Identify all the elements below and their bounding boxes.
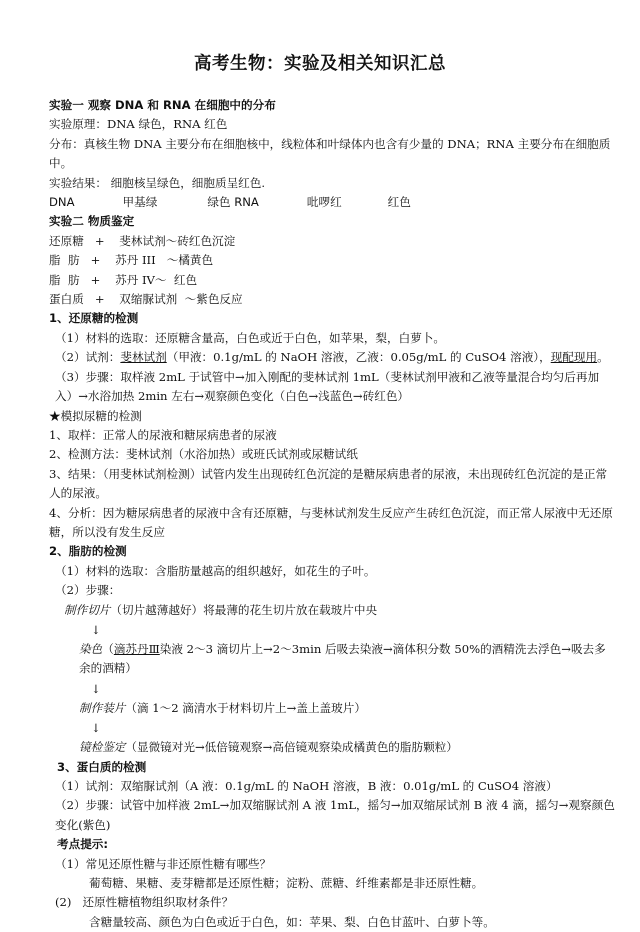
tips-answer-2: 含糖量较高、颜色为白色或近于白色，如：苹果、梨、白色甘蓝叶、白萝卜等。: [89, 914, 495, 929]
step-make-mount-text: （滴 1～2 滴清水于材料切片上→盖上盖玻片）: [125, 700, 366, 715]
exp1-result: 实验结果： 细胞核呈绿色，细胞质呈红色.: [49, 175, 266, 190]
sim-item2: 2、检测方法：斐林试剂（水浴加热）或班氏试剂或尿糖试纸: [49, 447, 358, 462]
exp1-heading: 实验一 观察 DNA 和 RNA 在细胞中的分布: [49, 98, 276, 112]
item2-middle: （甲液：0.1g/mL 的 NaOH 溶液，乙液：0.05g/mL 的 CuSO4 溶液），: [166, 350, 551, 365]
item2-prefix: （2）试剂：: [55, 350, 121, 365]
step-staining: [49, 640, 615, 679]
sim-heading: ★模拟尿糖的检测: [49, 408, 142, 423]
sim-item4: 4、分析：因为糖尿病患者的尿液中含有还原糖，与斐林试剂发生反应产生砖红色沉淀，而正常人尿液中无还原糖，所以没有发生反应: [49, 505, 613, 539]
tips-question-2: (2) 还原性糖植物组织取材条件？: [55, 895, 234, 910]
stain-methyl-green: 甲基绿: [122, 195, 158, 210]
tips-answer-1: 葡萄糖、果糖、麦芽糖都是还原性糖；淀粉、蔗糖、纤维素都是非还原性糖。: [89, 876, 484, 891]
tips-heading: 考点提示:: [57, 837, 109, 852]
sim-item3: 3、结果：（用斐林试剂检测）试管内发生出现砖红色沉淀的是糖尿病患者的尿液，未出现砖红色沉淀的是正常人的尿液。: [49, 466, 608, 501]
flow-arrow-3: ↓: [91, 721, 101, 736]
sec1-heading: 1、还原糖的检测: [49, 311, 139, 326]
item2-end: 。: [597, 350, 609, 365]
step-microscope-text: （显微镜对光→低倍镜观察→高倍镜观察染成橘黄色的脂肪颗粒）: [125, 740, 458, 755]
step-staining-paren: （: [102, 641, 114, 656]
step-staining-text: 染液 2～3 滴切片上→2～3min 后吸去染液→滴体积分数 50%的酒精洗去浮色→吸去多余的酒精）: [79, 641, 606, 676]
step-make-mount: [49, 699, 615, 718]
exp2-line-fat-sudan3: 脂 肪 + 苏丹 III ～橘黄色: [49, 253, 214, 268]
exp1-distribution: 分布：真核生物 DNA 主要分布在细胞核中，线粒体和叶绿体内也含有少量的 DNA；RNA 主要分布在细胞质中。: [49, 136, 611, 171]
prepare-fresh-underlined: 现配现用: [550, 350, 598, 365]
sec3-item1: （1）试剂：双缩脲试剂（A 液：0.1g/mL 的 NaOH 溶液，B 液：0.01g/mL 的 CuSO4 溶液）: [55, 779, 558, 793]
exp2-line-reducing-sugar: 还原糖 + 斐林试剂～砖红色沉淀: [49, 233, 236, 248]
step-make-slice-text: （切片越薄越好）将最薄的花生切片放在载玻片中央: [110, 602, 378, 617]
stain-pyronin: 吡啰红: [306, 195, 342, 210]
step-microscope: [49, 738, 615, 757]
tips-question-1: （1）常见还原性糖与非还原性糖有哪些？: [55, 856, 272, 871]
sim-item1: 1、取样：正常人的尿液和糖尿病患者的尿液: [49, 427, 277, 442]
sec3-heading: 3、蛋白质的检测: [57, 759, 147, 774]
flow-arrow-1: ↓: [91, 622, 101, 637]
step-make-slice-label: 制作切片: [64, 602, 111, 617]
step-make-mount-label: 制作装片: [79, 700, 126, 715]
exp2-line-fat-sudan4: 脂 肪 + 苏丹 IV～ 红色: [49, 272, 198, 287]
sec2-heading: 2、脂肪的检测: [49, 544, 127, 559]
sec1-item3: （3）步骤：取样液 2mL 于试管中→加入刚配的斐林试剂 1mL（斐林试剂甲液和乙液等量混合均匀后再加入）→水浴加热 2min 左右→观察颜色变化（白色→浅蓝色→砖红色）: [55, 369, 600, 404]
stain-red: 红色: [387, 195, 411, 210]
fehling-reagent-underlined: 斐林试剂: [120, 350, 167, 365]
stain-green-rna: 绿色 RNA: [207, 195, 259, 210]
step-make-slice: [49, 601, 615, 620]
page-title: 高考生物：实验及相关知识汇总: [194, 54, 446, 74]
exp1-principle: 实验原理：DNA 绿色，RNA 红色: [49, 117, 228, 132]
stain-dna: DNA: [49, 195, 75, 210]
sec1-item1: （1）材料的选取：还原糖含量高，白色或近于白色，如苹果，梨，白萝卜。: [55, 330, 445, 345]
sec1-item2: [49, 348, 615, 367]
exp1-stain-row: [49, 193, 615, 212]
sec3-item2: （2）步骤：试管中加样液 2mL→加双缩脲试剂 A 液 1mL，摇匀→加双缩尿试剂 B 液 4 滴，摇匀→观察颜色变化(紫色): [55, 798, 615, 832]
step-staining-label: 染色: [79, 641, 103, 656]
exp2-line-protein: 蛋白质 + 双缩脲试剂 ～紫色反应: [49, 292, 243, 307]
sec2-item2: （2）步骤：: [55, 583, 121, 598]
sudan3-underlined: 滴苏丹Ⅲ: [113, 641, 160, 656]
exp2-heading: 实验二 物质鉴定: [49, 214, 135, 229]
flow-arrow-2: ↓: [91, 681, 101, 696]
sec2-item1: （1）材料的选取：含脂肪量越高的组织越好，如花生的子叶。: [55, 563, 376, 578]
step-microscope-label: 镜检鉴定: [79, 740, 126, 755]
document-body: [49, 96, 615, 932]
